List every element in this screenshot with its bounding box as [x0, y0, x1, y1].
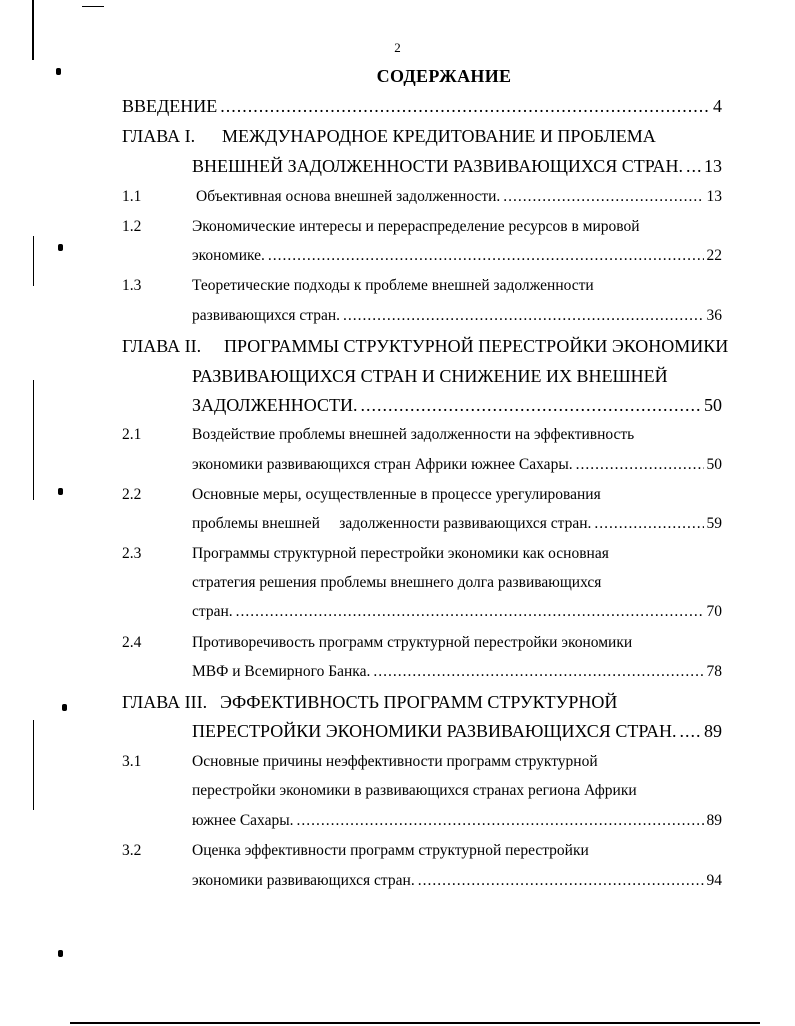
chapter-title: МЕЖДУНАРОДНОЕ КРЕДИТОВАНИЕ И ПРОБЛЕМА	[222, 126, 656, 146]
toc-page-number: 4	[713, 96, 722, 116]
section-number: 2.2	[122, 486, 142, 503]
toc-entry-text: Теоретические подходы к проблеме внешней задолженности	[192, 277, 594, 294]
section-number: 3.1	[122, 753, 142, 770]
toc-page-number: 36	[706, 307, 722, 324]
toc-page-number: 59	[706, 515, 722, 532]
toc-entry-text: экономики развивающихся стран Африки южнее Сахары.	[192, 456, 573, 473]
toc-entry-text: Противоречивость программ структурной перестройки экономики	[192, 634, 633, 651]
section-number: 2.1	[122, 426, 142, 443]
toc-entry-chapter-1[interactable]	[192, 156, 722, 177]
toc-page-number: 50	[704, 395, 722, 415]
section-number: 2.4	[122, 634, 142, 651]
toc-entry-text: Объективная основа внешней задолженности.	[196, 188, 501, 205]
toc-entry-text: ЗАДОЛЖЕННОСТИ.	[192, 395, 358, 415]
toc-page-number: 94	[706, 872, 722, 889]
toc-entry-chapter-2[interactable]	[192, 395, 722, 416]
toc-entry-text: ПЕРЕСТРОЙКИ ЭКОНОМИКИ РАЗВИВАЮЩИХСЯ СТРАН.	[192, 721, 677, 741]
scan-edge-line	[33, 380, 34, 500]
toc-page-number: 89	[704, 721, 722, 741]
scan-edge-line	[33, 236, 34, 286]
toc-entry-section-3-2[interactable]	[192, 872, 722, 890]
section-number: 2.3	[122, 545, 142, 562]
toc-entry-section-2-3[interactable]	[192, 603, 722, 621]
chapter-label: ГЛАВА I.	[122, 126, 196, 146]
section-number: 3.2	[122, 842, 142, 859]
toc-entry-section-1-2[interactable]	[192, 247, 722, 265]
chapter-title: ПРОГРАММЫ СТРУКТУРНОЙ ПЕРЕСТРОЙКИ ЭКОНОМИКИ	[224, 336, 729, 356]
toc-page-number: 13	[706, 188, 722, 205]
toc-entry-text: ВНЕШНЕЙ ЗАДОЛЖЕННОСТИ РАЗВИВАЮЩИХСЯ СТРАН.	[192, 156, 683, 176]
toc-entry-text: Оценка эффективности программ структурной перестройки	[192, 842, 589, 859]
chapter-label: ГЛАВА III.	[122, 692, 208, 712]
toc-page-number: 70	[706, 603, 722, 620]
toc-entry-section-2-1[interactable]	[192, 456, 722, 474]
section-number: 1.1	[122, 188, 142, 205]
punch-mark	[58, 488, 63, 495]
toc-entry-text: проблемы внешней задолженности развивающихся стран.	[192, 515, 592, 532]
dot-leader	[360, 395, 701, 416]
toc-entry-text: МВФ и Всемирного Банка.	[192, 663, 371, 680]
toc-page-number: 22	[706, 247, 722, 264]
toc-entry-text: южнее Сахары.	[192, 812, 294, 829]
toc-page-number: 78	[706, 663, 722, 680]
toc-entry-text: экономики развивающихся стран.	[192, 872, 415, 889]
punch-mark	[62, 704, 67, 711]
toc-entry-section-1-3[interactable]	[192, 307, 722, 325]
toc-entry-text: ВВЕДЕНИЕ	[122, 96, 218, 116]
toc-entry-text: Основные причины неэффективности программ структурной	[192, 753, 598, 770]
toc-page-number: 89	[706, 812, 722, 829]
scan-bottom-line	[70, 1022, 760, 1024]
page-number: 2	[394, 40, 401, 55]
dot-leader	[594, 515, 703, 533]
toc-entry-intro[interactable]	[122, 96, 722, 117]
dot-leader	[503, 188, 703, 206]
toc-entry-chapter-3[interactable]	[192, 721, 722, 742]
toc-page-number: 13	[704, 156, 722, 176]
dot-leader	[236, 603, 704, 621]
dot-leader	[686, 156, 701, 177]
dot-leader	[297, 812, 704, 830]
toc-entry-text: Основные меры, осуществленные в процессе урегулирования	[192, 486, 601, 503]
section-number: 1.2	[122, 218, 142, 235]
toc-entry-text: Программы структурной перестройки экономики как основная	[192, 545, 609, 562]
dot-leader	[680, 721, 701, 742]
dot-leader	[418, 872, 704, 890]
toc-entry-text: стран.	[192, 603, 233, 620]
toc-entry-text: перестройки экономики в развивающихся странах региона Африки	[192, 782, 637, 799]
dot-leader	[268, 247, 704, 265]
toc-entry-text: экономике.	[192, 247, 265, 264]
punch-mark	[58, 244, 63, 251]
dot-leader	[343, 307, 704, 325]
toc-entry-text: Экономические интересы и перераспределение ресурсов в мировой	[192, 218, 640, 235]
dot-leader	[220, 96, 710, 117]
chapter-title: ЭФФЕКТИВНОСТЬ ПРОГРАММ СТРУКТУРНОЙ	[220, 692, 618, 712]
toc-entry-section-2-2[interactable]	[192, 515, 722, 533]
punch-mark	[58, 950, 63, 957]
toc-entry-text: развивающихся стран.	[192, 307, 340, 324]
toc-entry-text: Воздействие проблемы внешней задолженности на эффективность	[192, 426, 635, 443]
section-number: 1.3	[122, 277, 142, 294]
dot-leader	[373, 663, 703, 681]
chapter-label: ГЛАВА II.	[122, 336, 202, 356]
scan-edge-line	[33, 720, 34, 810]
toc-entry-section-2-4[interactable]	[192, 663, 722, 681]
chapter-title: РАЗВИВАЮЩИХСЯ СТРАН И СНИЖЕНИЕ ИХ ВНЕШНЕЙ	[192, 366, 668, 386]
toc-entry-section-1-1[interactable]	[196, 188, 722, 206]
toc-entry-text: стратегия решения проблемы внешнего долга развивающихся	[192, 574, 602, 591]
toc-page-number: 50	[706, 456, 722, 473]
dot-leader	[576, 456, 704, 474]
page-title: СОДЕРЖАНИЕ	[376, 66, 512, 86]
scan-top-line	[82, 6, 104, 7]
toc-entry-section-3-1[interactable]	[192, 812, 722, 830]
